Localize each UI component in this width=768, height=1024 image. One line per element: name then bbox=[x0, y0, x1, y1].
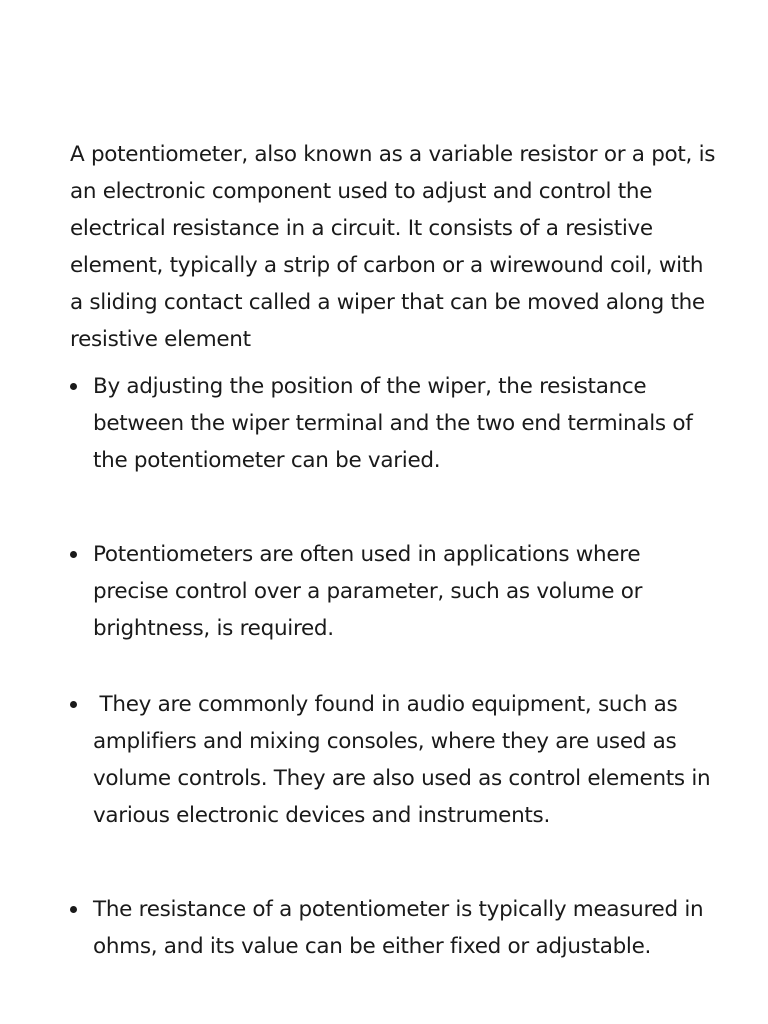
bullet-item bbox=[70, 368, 720, 479]
bullet-text: They are commonly found in audio equipment, such as amplifiers and mixing consoles, where they are used as volume controls. They are also used as control elements in various electronic devices and instruments. bbox=[93, 692, 717, 828]
bullet-item bbox=[70, 891, 720, 965]
intro-paragraph: A potentiometer, also known as a variable resistor or a pot, is an electronic component used to adjust and control the electrical resistance in a circuit. It consists of a resistive element, typically a strip of carbon or a wirewound coil, with a sliding contact called a wiper that can be moved along the resistive element bbox=[70, 142, 716, 352]
bullet-text: Potentiometers are often used in applications where precise control over a parameter, such as volume or brightness, is required. bbox=[93, 542, 649, 641]
bullet-icon bbox=[70, 686, 93, 723]
bullet-item bbox=[70, 536, 720, 647]
bullet-icon bbox=[70, 536, 93, 573]
bullet-icon bbox=[70, 368, 93, 405]
bullet-item bbox=[70, 686, 720, 834]
bullet-text: The resistance of a potentiometer is typically measured in ohms, and its value can be either fixed or adjustable. bbox=[93, 897, 710, 959]
bullet-text: By adjusting the position of the wiper, the resistance between the wiper terminal and the two end terminals of the potentiometer can be varied. bbox=[93, 374, 700, 473]
bullet-icon bbox=[70, 891, 93, 928]
